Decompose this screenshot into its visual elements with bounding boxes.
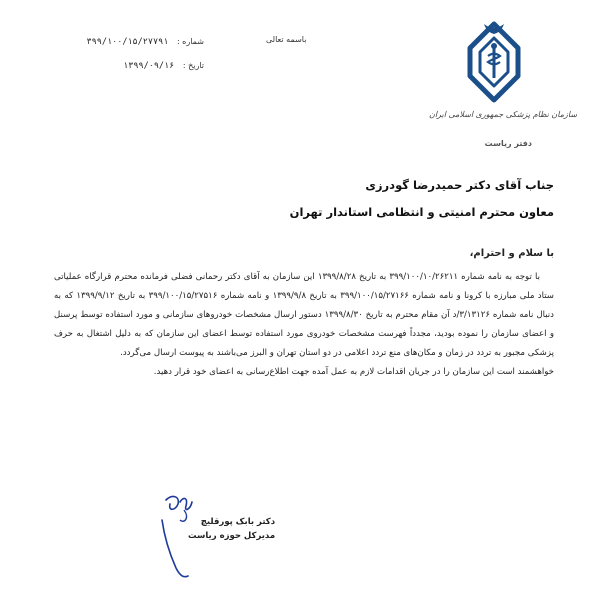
- letter-date: [64, 61, 204, 71]
- signature-block: [188, 515, 275, 543]
- signer-name: دکتر بابک پورقلیچ: [200, 517, 276, 527]
- office-name: دفتر ریاست: [484, 139, 532, 148]
- letter-number: [64, 37, 204, 47]
- body-paragraph-2: خواهشمند است این سازمان را در جریان اقدامات لازم به عمل آمده جهت اطلاع‌رسانی به اعضای خود قرار دهید.: [153, 367, 554, 377]
- org-name: سازمان نظام پزشکی جمهوری اسلامی ایران: [428, 110, 578, 119]
- top-invocation: باسمه تعالی: [266, 35, 307, 44]
- recipient-name: جناب آقای دکتر حمیدرضا گودرزی: [365, 178, 554, 192]
- letter-number-label: شماره :: [176, 37, 204, 46]
- letter-body: [54, 268, 554, 382]
- signer-title: مدیرکل حوزه ریاست: [188, 531, 276, 541]
- letter-number-value: ۳۹۹/۱۰۰/۱۵/۲۷۷۹۱: [86, 37, 169, 47]
- caduceus-emblem-icon: [462, 18, 526, 106]
- greeting: با سلام و احترام،: [469, 248, 554, 259]
- body-paragraph-1: با توجه به نامه شماره ۳۹۹/۱۰۰/۱۰/۲۶۲۱۱ به تاریخ ۱۳۹۹/۸/۲۸ این سازمان به آقای دکتر رحمانی فضلی فرمانده محترم قرارگاه عملیاتی ستاد ملی مبارزه با کرونا و نامه شماره ۳۹۹/۱۰۰/۱۵/۲۷۱۶۶ به تاریخ ۱۳۹۹/۹/۸ و نامه شماره ۳۹۹/۱۰۰/۱۵/۲۷۵۱۶ به تاریخ ۱۳۹۹/۹/۱۲ که به دنبال نامه شماره ۳/۱۳۱۲۶/د آن مقام محترم به تاریخ ۱۳۹۹/۸/۳۰ دستور ارسال مشخصات خودروهای سازمانی و مورد استفاده توسط پرسنل و اعضای سازمان را نموده بودید، مجدداً فهرست مشخصات خودروی مورد استفاده توسط اعضای این سازمان که به دلیل اشتغال به حرف پزشکی مجبور به تردد در زمان و مکان‌های منع تردد اعلامی در دو استان تهران و البرز می‌باشند به پیوست ارسال می‌گردد.: [54, 272, 555, 358]
- recipient-title: معاون محترم امنیتی و انتظامی استاندار تهران: [289, 205, 554, 219]
- letter-date-label: تاریخ :: [182, 61, 204, 70]
- letter-date-value: ۱۳۹۹/۰۹/۱۶: [123, 61, 175, 71]
- letterhead: [428, 18, 584, 148]
